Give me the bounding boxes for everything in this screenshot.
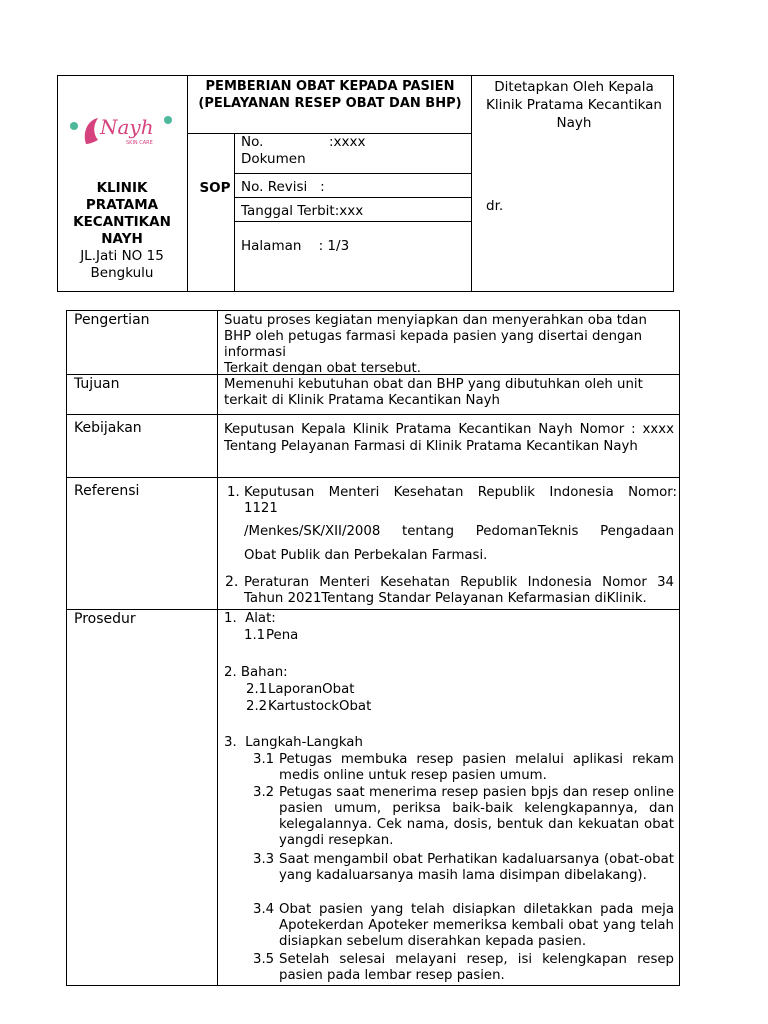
divider — [234, 221, 471, 222]
revision-number: No. Revisi : — [241, 179, 325, 195]
alat-item-text: Pena — [266, 628, 299, 643]
bahan-item-text: LaporanObat — [268, 682, 355, 697]
org-name-line: KLINIK — [96, 180, 148, 196]
divider — [217, 311, 218, 985]
divider — [234, 173, 471, 174]
ref-item-line: Keputusan Menteri Kesehatan Republik Indonesia Nomor: — [244, 485, 677, 500]
section-label-pengertian: Pengertian — [74, 312, 150, 328]
clinic-logo — [68, 110, 178, 152]
section-text-pengertian — [224, 313, 674, 377]
langkah-item-text: Setelah selesai melayani resep, isi kelengkapan resep pasien pada lembar resep pasien. — [279, 952, 674, 983]
sop-label: SOP — [199, 180, 231, 196]
langkah-item-number: 3.3 — [253, 852, 275, 867]
header-table — [57, 75, 674, 292]
divider — [67, 414, 679, 415]
doc-number-label-2: Dokumen — [241, 151, 306, 167]
clinic-logo-mark — [68, 110, 178, 152]
langkah-item-text: Saat mengambil obat Perhatikan kadaluarsanya (obat-obat yang kadaluarsanya masih lama disimpan dibelakang). — [279, 852, 674, 883]
ref-item-line: Peraturan Menteri Kesehatan Republik Indonesia Nomor 34 — [244, 575, 674, 590]
org-address-line: Bengkulu — [90, 265, 154, 281]
established-by: Ditetapkan Oleh Kepala Klinik Pratama Kecantikan Nayh — [486, 79, 662, 131]
ref-item-line: /Menkes/SK/XII/2008 tentang PedomanTeknis Pengadaan — [244, 524, 674, 539]
langkah-item-number: 3.4 — [253, 902, 275, 917]
ref-item-line: Tahun 2021Tentang Standar Pelayanan Kefarmasian diKlinik. — [244, 591, 647, 606]
bahan-heading: 2. Bahan: — [224, 665, 288, 680]
ref-item-number: 2. — [225, 574, 239, 590]
pengertian-line: Terkait dengan obat tersebut. — [224, 361, 421, 376]
divider — [234, 133, 235, 291]
doc-number-label: No. — [241, 134, 264, 150]
section-label-referensi: Referensi — [74, 483, 140, 499]
langkah-item-text: Obat pasien yang telah disiapkan diletakkan pada meja Apotekerdan Apoteker memeriksa kembali obat yang telah disiapkan sebelum diserahkan kepada pasien. — [279, 902, 674, 949]
org-address-line: JL.Jati NO 15 — [80, 248, 164, 264]
langkah-item-text: Petugas membuka resep pasien melalui aplikasi rekam medis online untuk resep pasien umum. — [279, 752, 674, 783]
alat-heading: 1. Alat: — [224, 611, 276, 626]
document-title: PEMBERIAN OBAT KEPADA PASIEN (PELAYANAN RESEP OBAT DAN BHP) — [198, 79, 462, 111]
logo-text: Nayh — [100, 115, 154, 139]
organization-block — [62, 180, 182, 282]
doc-number — [241, 134, 366, 168]
langkah-item-number: 3.2 — [253, 785, 275, 800]
org-name-line: NAYH — [101, 231, 143, 247]
langkah-item-text: Petugas saat menerima resep pasien bpjs dan resep online pasien umum, periksa baik-baik kelengkapannya, dan kelegalannya. Cek nama, dosis, bentuk dan kekuatan obat yangdi resepkan. — [279, 785, 674, 848]
bahan-item-number: 2.1 — [246, 682, 268, 697]
alat-item-number: 1.1 — [244, 628, 266, 643]
section-text-tujuan: Memenuhi kebutuhan obat dan BHP yang dibutuhkan oleh unit terkait di Klinik Pratama Kecantikan Nayh — [224, 377, 643, 408]
ref-item-line-number: 1121 — [244, 501, 278, 516]
bahan-item-text: KartustockObat — [268, 699, 372, 714]
divider — [67, 609, 679, 610]
ref-item-line: Obat Publik dan Perbekalan Farmasi. — [244, 548, 488, 563]
section-label-kebijakan: Kebijakan — [74, 420, 142, 436]
ref-item-number: 1. — [227, 485, 240, 500]
signatory: dr. — [486, 198, 504, 214]
langkah-item-number: 3.1 — [253, 752, 275, 767]
doc-number-value: :xxxx — [329, 134, 366, 150]
langkah-heading: 3. Langkah-Langkah — [224, 735, 363, 750]
sop-content-table — [66, 310, 680, 986]
langkah-item-number: 3.5 — [253, 952, 275, 967]
logo-subtext: SKIN CARE — [126, 140, 153, 146]
divider — [67, 477, 679, 478]
org-name-line: PRATAMA — [85, 197, 159, 213]
org-name-line: KECANTIKAN — [73, 214, 171, 230]
section-label-tujuan: Tujuan — [74, 376, 120, 392]
section-text-kebijakan: Keputusan Kepala Klinik Pratama Kecantikan Nayh Nomor : xxxx Tentang Pelayanan Farmasi di Klinik Pratama Kecantikan Nayh — [224, 422, 674, 454]
issue-date: Tanggal Terbit:xxx — [241, 203, 364, 219]
page-number: Halaman : 1/3 — [241, 238, 350, 254]
pengertian-line: Suatu proses kegiatan menyiapkan dan menyerahkan oba tdan BHP oleh petugas farmasi kepada pasien yang disertai dengan informasi — [224, 313, 647, 360]
divider — [234, 197, 471, 198]
section-label-prosedur: Prosedur — [74, 611, 136, 627]
bahan-item-number: 2.2 — [246, 699, 268, 714]
